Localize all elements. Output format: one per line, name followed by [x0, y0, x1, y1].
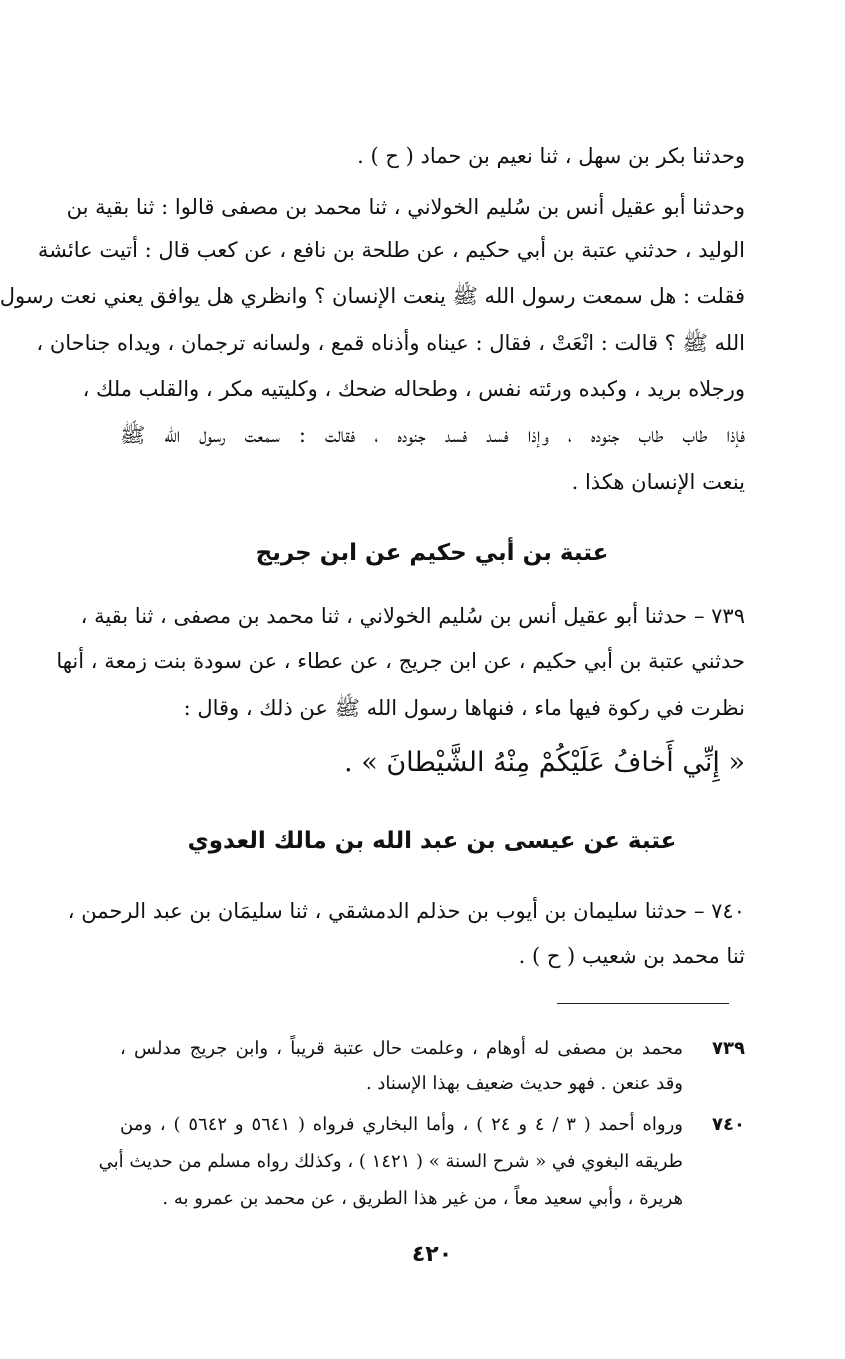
body-line-6: ورجلاه بريد ، وكبده ورئته نفس ، وطحاله ضحك ، وكليتيه مكر ، والقلب ملك ،: [82, 377, 745, 401]
section-heading-2: عتبة عن عيسى بن عبد الله بن مالك العدوي: [187, 828, 677, 854]
footnote-number: ٧٣٩: [712, 1038, 745, 1059]
body-line-4: فقلت : هل سمعت رسول الله ﷺ ينعت الإنسان ؟ وانظري هل يوافق يعني نعت رسول: [0, 284, 745, 308]
body-line-3: الوليد ، حدثني عتبة بن أبي حكيم ، عن طلحة بن نافع ، عن كعب قال : أتيت عائشة: [37, 238, 745, 262]
footnote-text: ورواه أحمد ( ٣ / ٤ و ٢٤ ) ، وأما البخاري فرواه ( ٥٦٤١ و ٥٦٤٢ ) ، ومن: [120, 1114, 683, 1135]
footnote-739-line-1: [120, 1032, 745, 1066]
hadith-739-line-2: حدثني عتبة بن أبي حكيم ، عن ابن جريج ، عن عطاء ، عن سودة بنت زمعة ، أنها: [56, 649, 745, 673]
page-number: ٤٢٠: [411, 1242, 453, 1267]
hadith-740-line-1: ٧٤٠ – حدثنا سليمان بن أيوب بن حذلم الدمشقي ، ثنا سليمَان بن عبد الرحمن ،: [67, 899, 745, 923]
footnote-text: وقد عنعن . فهو حديث ضعيف بهذا الإسناد .: [365, 1073, 683, 1094]
body-line-7: فإذا طاب طاب جنوده ، وإذا فسد فسد جنوده ، فقالت : سمعت رسول الله ﷺ: [120, 423, 745, 447]
footnote-text: هريرة ، وأبي سعيد معاً ، من غير هذا الطريق ، عن محمد بن عمرو به .: [162, 1188, 683, 1209]
footnote-number: ٧٤٠: [712, 1114, 745, 1135]
body-line-2: وحدثنا أبو عقيل أنس بن سُليم الخولاني ، ثنا محمد بن مصفى قالوا : ثنا بقية بن: [66, 195, 745, 219]
body-line-8: ينعت الإنسان هكذا .: [571, 470, 745, 494]
body-line-1: وحدثنا بكر بن سهل ، ثنا نعيم بن حماد ( ح ) .: [357, 144, 745, 168]
footnote-740-line-1: [120, 1108, 745, 1142]
hadith-quote: « إِنِّي أَخافُ عَلَيْكُمْ مِنْهُ الشَّيْطانَ » .: [344, 747, 745, 778]
footnote-separator: [557, 1003, 729, 1004]
footnote-739-line-2: [120, 1067, 745, 1101]
hadith-739-line-3: نظرت في ركوة فيها ماء ، فنهاها رسول الله ﷺ عن ذلك ، وقال :: [183, 696, 745, 720]
section-heading-1: عتبة بن أبي حكيم عن ابن جريج: [255, 540, 609, 566]
body-line-5: الله ﷺ ؟ قالت : انْعَتْ ، فقال : عيناه وأذناه قمع ، ولسانه ترجمان ، ويداه جناحان ،: [36, 331, 745, 355]
footnote-text: محمد بن مصفى له أوهام ، وعلمت حال عتبة قريباً ، وابن جريج مدلس ،: [120, 1038, 683, 1059]
footnote-740-line-3: [120, 1182, 745, 1216]
hadith-740-line-2: ثنا محمد بن شعيب ( ح ) .: [518, 944, 745, 968]
footnote-740-line-2: [98, 1145, 745, 1179]
footnote-text: طريقه البغوي في « شرح السنة » ( ١٤٢١ ) ، وكذلك رواه مسلم من حديث أبي: [98, 1151, 683, 1172]
hadith-739-line-1: ٧٣٩ – حدثنا أبو عقيل أنس بن سُليم الخولاني ، ثنا محمد بن مصفى ، ثنا بقية ،: [80, 604, 745, 628]
